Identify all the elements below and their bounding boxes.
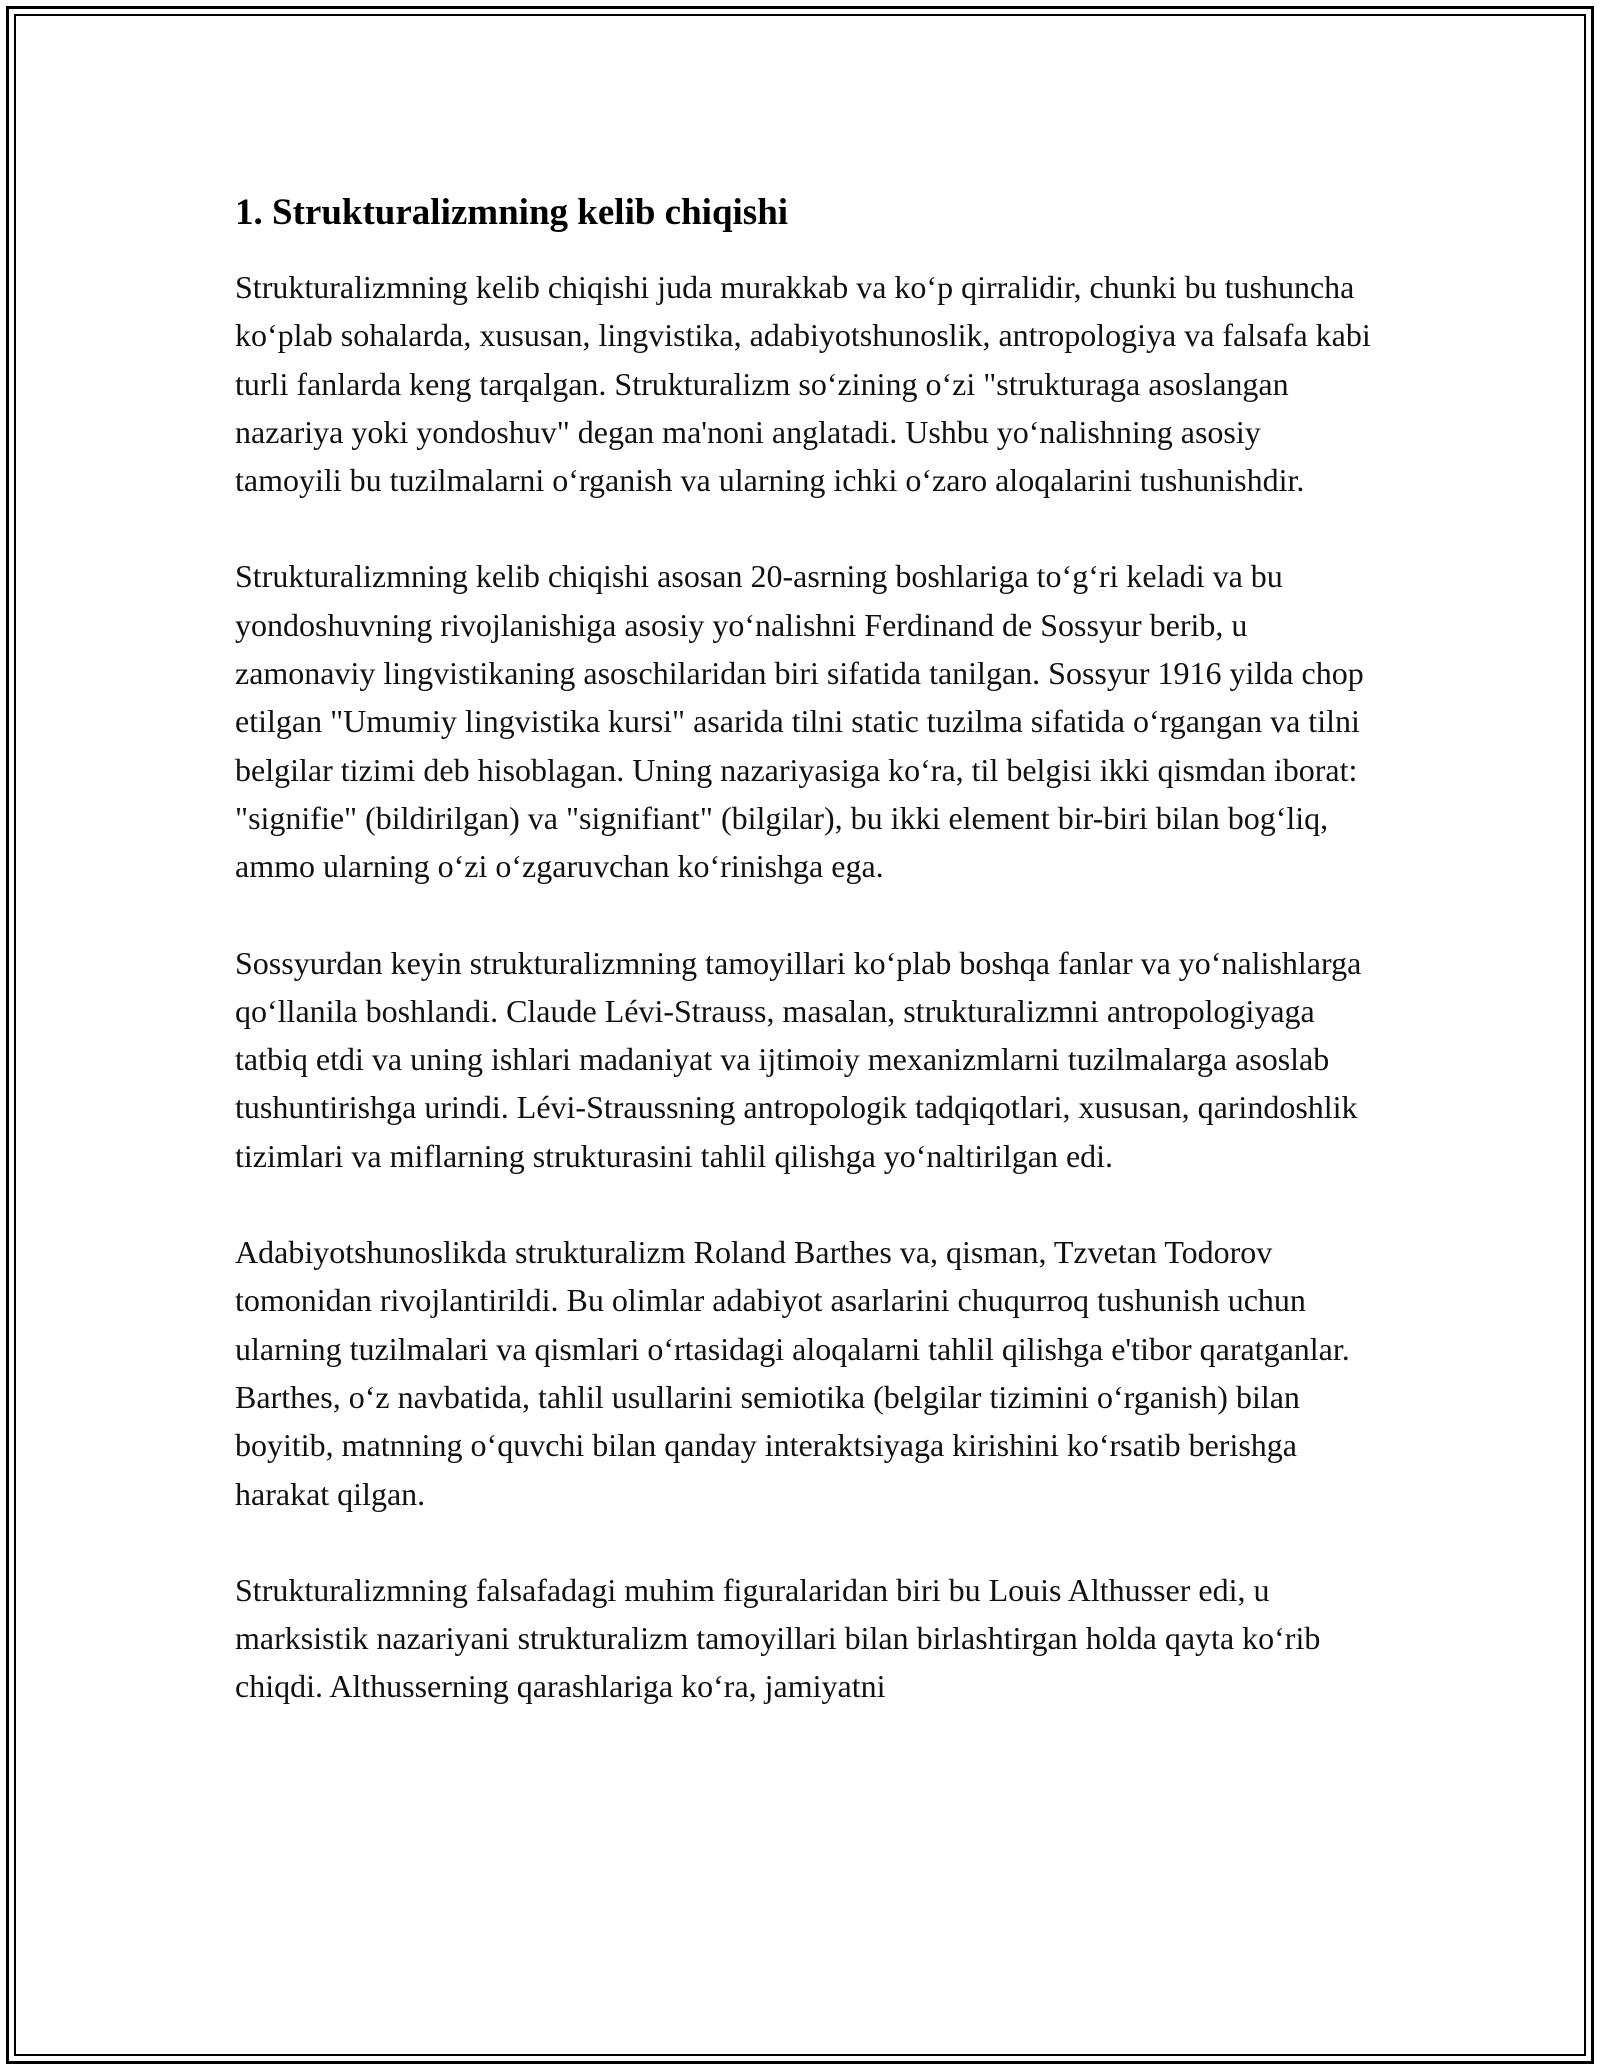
paragraph-5: Strukturalizmning falsafadagi muhim figuralaridan biri bu Louis Althusser edi, u marksistik nazariyani strukturalizm tamoyillari bilan birlashtirgan holda qayta ko‘rib chiqdi. Althusserning qarashlariga ko‘ra, jamiyatni (235, 1571, 1321, 1705)
document-body (235, 183, 1375, 1759)
paragraph-2: Strukturalizmning kelib chiqishi asosan 20-asrning boshlariga to‘g‘ri keladi va bu yondoshuvning rivojlanishiga asosiy yo‘nalishni Ferdinand de Sossyur berib, u zamonaviy lingvistikaning asoschilaridan biri sifatida tanilgan. Sossyur 1916 yilda chop etilgan "Umumiy lingvistika kursi" asarida tilni static tuzilma sifatida o‘rgangan va tilni belgilar tizimi deb hisoblagan. Uning nazariyasiga ko‘ra, til belgisi ikki qismdan iborat: "signifie" (bildirilgan) va "signifiant" (bilgilar), bu ikki element bir-biri bilan bog‘liq, ammo ularning o‘zi o‘zgaruvchan ko‘rinishga ega. (235, 558, 1364, 885)
paragraph-4: Adabiyotshunoslikda strukturalizm Roland Barthes va, qisman, Tzvetan Todorov tomonidan rivojlantirildi. Bu olimlar adabiyot asarlarini chuqurroq tushunish uchun ularning tuzilmalari va qismlari o‘rtasidagi aloqalarni tahlil qilishga e'tibor qaratganlar. Barthes, o‘z navbatida, tahlil usullarini semiotika (belgilar tizimini o‘rganish) bilan boyitib, matnning o‘quvchi bilan qanday interaktsiyaga kirishini ko‘rsatib berishga harakat qilgan. (235, 1234, 1350, 1512)
section-heading: 1. Strukturalizmning kelib chiqishi (235, 192, 789, 233)
paragraph-3: Sossyurdan keyin strukturalizmning tamoyillari ko‘plab boshqa fanlar va yo‘nalishlarga qo‘llanila boshlandi. Claude Lévi-Strauss, masalan, strukturalizmni antropologiyaga tatbiq etdi va uning ishlari madaniyat va ijtimoiy mexanizmlarni tuzilmalarga asoslab tushuntirishga urindi. Lévi-Straussning antropologik tadqiqotlari, xususan, qarindoshlik tizimlari va miflarning strukturasini tahlil qilishga yo‘naltirilgan edi. (235, 944, 1362, 1174)
paragraph-1: Strukturalizmning kelib chiqishi juda murakkab va ko‘p qirralidir, chunki bu tushuncha ko‘plab sohalarda, xususan, lingvistika, adabiyotshunoslik, antropologiya va falsafa kabi turli fanlarda keng tarqalgan. Strukturalizm so‘zining o‘zi "strukturaga asoslangan nazariya yoki yondoshuv" degan ma'noni anglatadi. Ushbu yo‘nalishning asosiy tamoyili bu tuzilmalarni o‘rganish va ularning ichki o‘zaro aloqalarini tushunishdir. (235, 269, 1371, 499)
